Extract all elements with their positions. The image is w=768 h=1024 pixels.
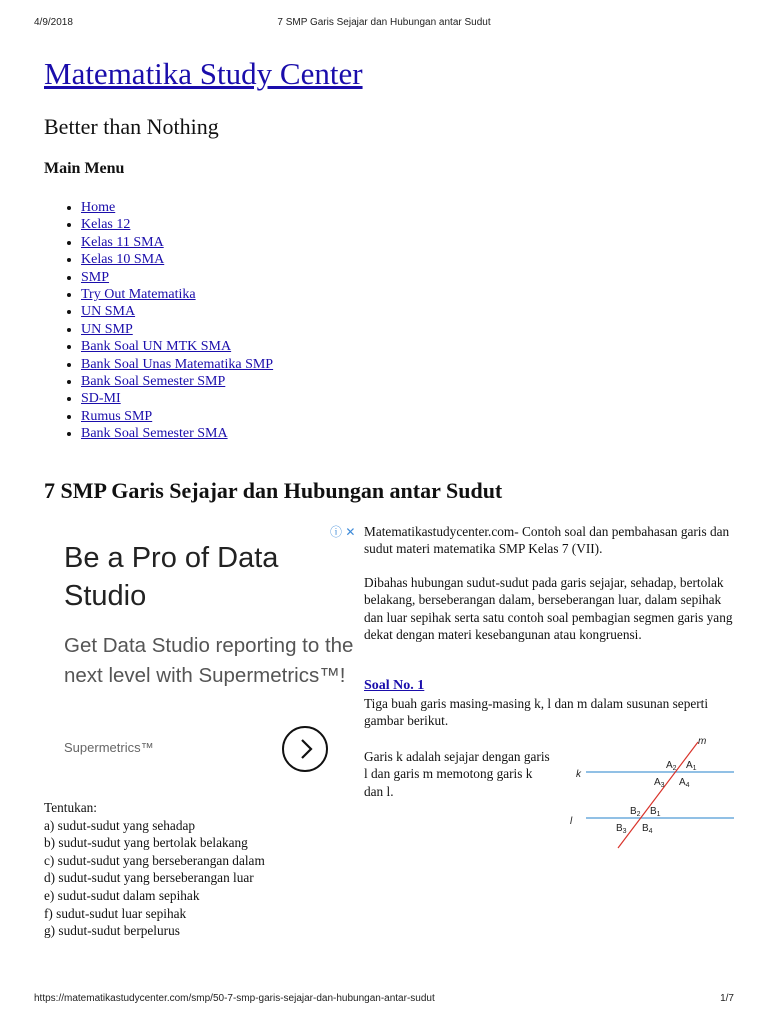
- menu-link-smp[interactable]: SMP: [81, 269, 110, 285]
- menu-item: [81, 425, 273, 442]
- menu-item: [81, 269, 273, 286]
- article-paragraph: Dibahas hubungan sudut-sudut pada garis sejajar, sehadap, bertolak belakang, berseberangan dalam, berseberangan luar, dalam sepihak dan luar sepihak serta satu contoh soal pembagian segmen garis yang dekat dengan materi kesebangunan atau kongruensi.: [364, 575, 733, 642]
- soal-text: Tiga buah garis masing-masing k, l dan m dalam susunan seperti gambar berikut.: [364, 696, 709, 729]
- menu-link-un-sma[interactable]: UN SMA: [81, 304, 136, 320]
- main-menu-heading: Main Menu: [44, 160, 125, 177]
- menu-item: [81, 199, 273, 216]
- menu-item: [81, 286, 273, 303]
- menu-item: [81, 356, 273, 373]
- chevron-right-icon: [297, 739, 317, 759]
- task-item: a) sudut-sudut yang sehadap: [44, 817, 196, 833]
- label-b2: $B_2$: [630, 806, 641, 818]
- task-item: f) sudut-sudut luar sepihak: [44, 905, 187, 921]
- label-m: m: [698, 736, 707, 747]
- menu-link-kelas-12[interactable]: Kelas 12: [81, 217, 131, 233]
- menu-item: [81, 251, 273, 268]
- menu-link-bank-soal-semester-smp[interactable]: Bank Soal Semester SMP: [81, 374, 226, 390]
- print-url: https://matematikastudycenter.com/smp/50-7-smp-garis-sejajar-dan-hubungan-antar-sudut: [34, 993, 435, 1004]
- menu-link-rumus-smp[interactable]: Rumus SMP: [81, 408, 153, 424]
- adchoices[interactable]: [330, 523, 355, 540]
- article-intro: Matematikastudycenter.com- Contoh soal dan pembahasan garis dan sudut materi matematika SMP Kelas 7 (VII).: [364, 524, 730, 557]
- label-a1: $A_1$: [686, 760, 697, 772]
- tasks-heading: Tentukan:: [44, 800, 97, 815]
- task-item: g) sudut-sudut berpelurus: [44, 923, 180, 939]
- menu-link-bank-soal-un-mtk-sma[interactable]: Bank Soal UN MTK SMA: [81, 339, 232, 355]
- article-title: 7 SMP Garis Sejajar dan Hubungan antar Sudut: [44, 478, 503, 503]
- task-item: c) sudut-sudut yang berseberangan dalam: [44, 852, 265, 868]
- ad-headline[interactable]: Be a Pro of Data Studio: [64, 542, 279, 612]
- label-b4: $B_4$: [642, 823, 653, 835]
- menu-link-sd-mi[interactable]: SD-MI: [81, 391, 121, 407]
- garis-description: Garis k adalah sejajar dengan garis l dan garis m memotong garis k dan l.: [364, 749, 550, 799]
- task-item: d) sudut-sudut yang berseberangan luar: [44, 870, 254, 886]
- menu-item: [81, 373, 273, 390]
- menu-link-un-smp[interactable]: UN SMP: [81, 321, 133, 337]
- site-tagline: Better than Nothing: [44, 114, 219, 139]
- print-page-number: 1/7: [720, 993, 734, 1004]
- menu-link-bank-soal-unas-smp[interactable]: Bank Soal Unas Matematika SMP: [81, 356, 274, 372]
- main-menu: [62, 199, 273, 443]
- label-l: l: [570, 816, 573, 827]
- menu-item: [81, 303, 273, 320]
- print-title: 7 SMP Garis Sejajar dan Hubungan antar Sudut: [277, 17, 491, 28]
- label-a2: $A_2$: [666, 760, 677, 772]
- close-icon[interactable]: ✕: [345, 525, 356, 539]
- label-a4: $A_4$: [679, 777, 690, 789]
- label-k: k: [576, 769, 581, 780]
- ad-brand[interactable]: Supermetrics™: [64, 740, 154, 755]
- line-m: [618, 742, 698, 848]
- info-icon[interactable]: ⓘ: [330, 525, 343, 539]
- menu-link-try-out[interactable]: Try Out Matematika: [81, 287, 196, 303]
- menu-item: [81, 338, 273, 355]
- menu-item: [81, 321, 273, 338]
- site-title: [44, 56, 363, 92]
- label-b3: $B_3$: [616, 823, 627, 835]
- soal-heading: [364, 678, 424, 694]
- tasks-list: [44, 799, 265, 940]
- task-item: e) sudut-sudut dalam sepihak: [44, 887, 200, 903]
- menu-item: [81, 408, 273, 425]
- site-title-link[interactable]: Matematika Study Center: [44, 56, 363, 91]
- menu-item: [81, 390, 273, 407]
- task-item: b) sudut-sudut yang bertolak belakang: [44, 835, 248, 851]
- label-a3: $A_3$: [654, 777, 665, 789]
- ad-body[interactable]: Get Data Studio reporting to the next level with Supermetrics™!: [64, 634, 354, 687]
- menu-link-bank-soal-semester-sma[interactable]: Bank Soal Semester SMA: [81, 426, 228, 442]
- label-b1: $B_1$: [650, 806, 661, 818]
- soal-heading-link[interactable]: Soal No. 1: [364, 678, 425, 693]
- menu-item: [81, 216, 273, 233]
- menu-link-kelas-11-sma[interactable]: Kelas 11 SMA: [81, 234, 164, 250]
- parallel-lines-figure: [562, 732, 738, 854]
- menu-link-kelas-10-sma[interactable]: Kelas 10 SMA: [81, 252, 165, 268]
- menu-link-home[interactable]: Home: [81, 200, 116, 215]
- ad-cta-button[interactable]: [282, 726, 328, 772]
- print-date: 4/9/2018: [34, 17, 73, 28]
- menu-item: [81, 234, 273, 251]
- advertisement[interactable]: [44, 522, 356, 794]
